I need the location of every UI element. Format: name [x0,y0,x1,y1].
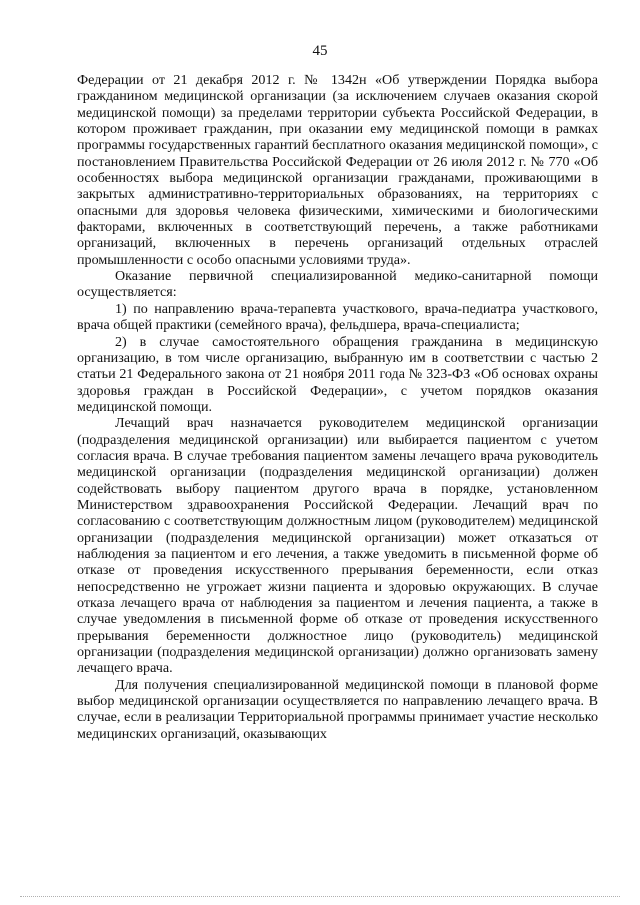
page-number: 45 [312,43,328,59]
paragraph-item-1: 1) по направлению врача-терапевта участкового, врача-педиатра участкового, врача общей практики (семейного врача), фельдшера, врача-специалиста; [77,300,598,334]
paragraph-item-2: 2) в случае самостоятельного обращения гражданина в медицинскую организацию, в том числе организацию, выбранную им в соответствии с частью 2 статьи 21 Федерального закона от 21 ноября 2011 года № 323-ФЗ «Об основах охраны здоровья граждан в Российской Федерации», с учетом порядков оказания медицинской помощи. [77,333,598,415]
document-body [77,72,598,742]
paragraph-primary-care-intro: Оказание первичной специализированной медико-санитарной помощи осуществляется: [77,268,598,301]
paragraph-continuation: Федерации от 21 декабря 2012 г. № 1342н «Об утверждении Порядка выбора гражданином медицинской организации (за исключением случаев оказания скорой медицинской помощи) за пределами территории субъекта Российской Федерации, в котором проживает гражданин, при оказании ему медицинской помощи в рамках программы государственных гарантий бесплатного оказания медицинской помощи», с постановлением Правительства Российской Федерации от 26 июля 2012 г. № 770 «Об особенностях выбора медицинской организации гражданами, проживающими в закрытых административно-территориальных образованиях, на территориях с опасными для здоровья человека физическими, химическими и биологическими факторами, включенных в соответствующий перечень, а также работниками организаций, включенных в перечень организаций отдельных отраслей промышленности с особо опасными условиями труда». [77,72,598,268]
paragraph-specialized-care: Для получения специализированной медицинской помощи в плановой форме выбор медицинской организации осуществляется по направлению лечащего врача. В случае, если в реализации Территориальной программы принимает участие несколько медицинских организаций, оказывающих [77,676,598,742]
paragraph-attending-physician: Лечащий врач назначается руководителем медицинской организации (подразделения медицинской организации) или выбирается пациентом с учетом согласия врача. В случае требования пациентом замены лечащего врача руководитель медицинской организации (подразделения медицинской организации) должен содействовать выбору пациентом другого врача в порядке, установленном Министерством здравоохранения Российской Федерации. Лечащий врач по согласованию с соответствующим должностным лицом (руководителем) медицинской организации (подразделения медицинской организации) может отказаться от наблюдения за пациентом и его лечения, а также уведомить в письменной форме об отказе от проведения искусственного прерывания беременности, если отказ непосредственно не угрожает жизни пациента и здоровью окружающих. В случае отказа лечащего врача от наблюдения за пациентом и лечения пациента, а также в случае уведомления в письменной форме об отказе от проведения искусственного прерывания беременности должностное лицо (руководитель) медицинской организации (подразделения медицинской организации) должно организовать замену лечащего врача. [77,415,598,677]
bottom-divider [20,896,620,897]
